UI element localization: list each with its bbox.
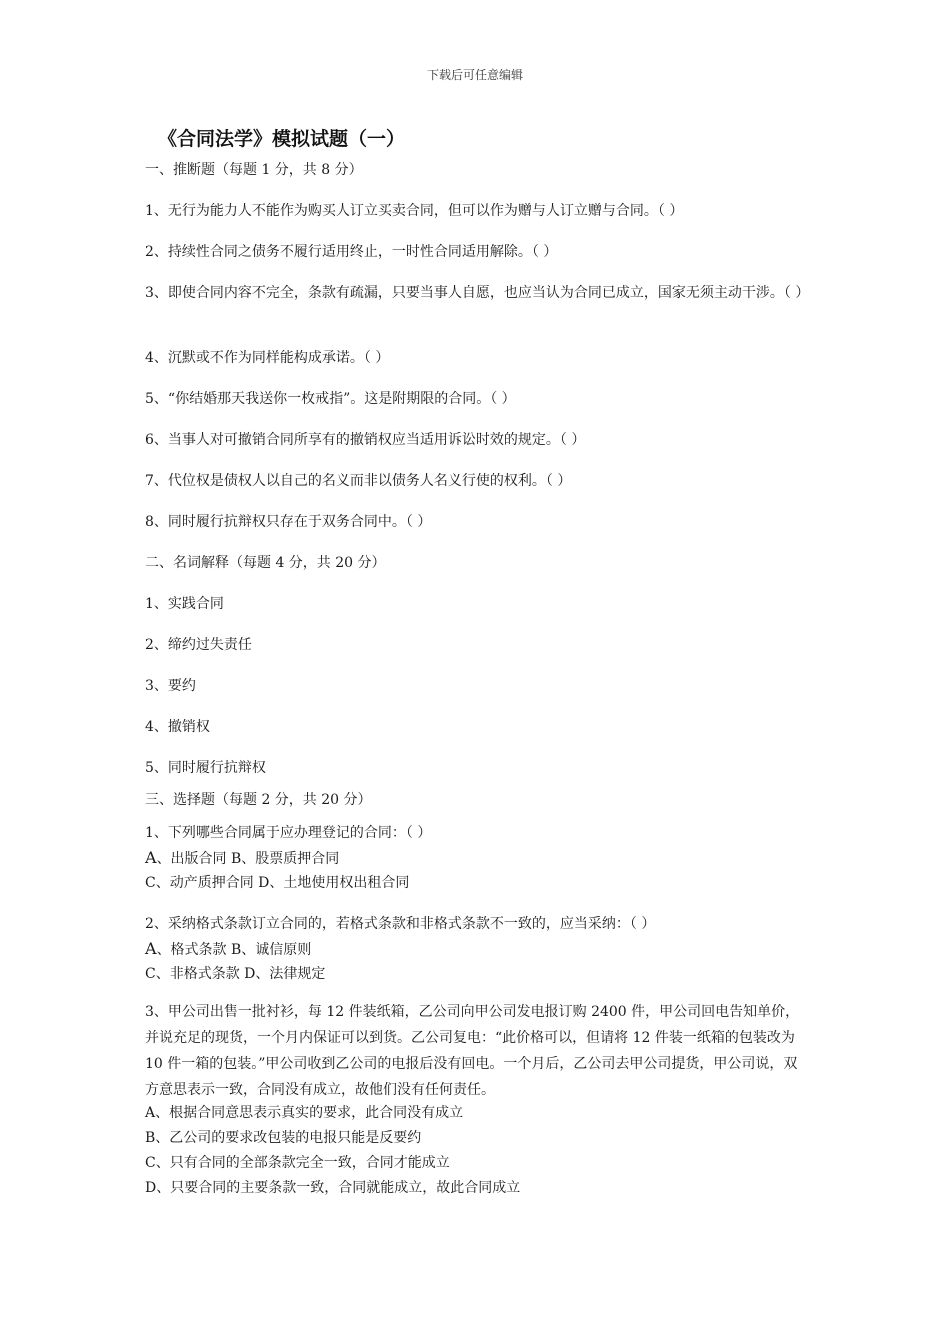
option-letter: A [145, 939, 157, 958]
page-header: 下载后可任意编辑 [426, 68, 523, 82]
judgment-item: 1、无行为能力人不能作为购买人订立买卖合同，但可以作为赠与人订立赠与合同。（ ） [145, 203, 684, 219]
choice-options-cd: C、非格式条款 D、法律规定 [145, 966, 326, 982]
document-title: 《合同法学》模拟试题（一） [158, 128, 406, 150]
judgment-item: 7、代位权是债权人以自己的名义而非以债务人名义行使的权利。（ ） [145, 473, 572, 489]
judgment-item: 4、沉默或不作为同样能构成承诺。（ ） [145, 350, 390, 366]
term-item: 3、要约 [145, 678, 196, 694]
option-text: 、出版合同 B、股票质押合同 [156, 851, 340, 867]
option-letter: A [145, 848, 157, 867]
judgment-item: 3、即使合同内容不完全，条款有疏漏，只要当事人自愿，也应当认为合同已成立，国家无须主动干涉。（ ） [145, 285, 810, 301]
section-heading-terms: 二、名词解释（每题 4 分，共 20 分） [145, 555, 386, 571]
choice-option: A、根据合同意思表示真实的要求，此合同没有成立 [145, 1105, 464, 1121]
choice-option: D、只要合同的主要条款一致，合同就能成立，故此合同成立 [145, 1180, 521, 1196]
choice-options-cd: C、动产质押合同 D、土地使用权出租合同 [145, 875, 410, 891]
section-heading-judgment: 一、推断题（每题 1 分，共 8 分） [145, 162, 363, 178]
choice-option: B、乙公司的要求改包装的电报只能是反要约 [145, 1130, 422, 1146]
term-item: 1、实践合同 [145, 596, 224, 612]
choice-options-ab [145, 939, 311, 960]
judgment-item: 8、同时履行抗辩权只存在于双务合同中。（ ） [145, 514, 432, 530]
section-heading-choice: 三、选择题（每题 2 分，共 20 分） [145, 792, 372, 808]
choice-question-case: 3、甲公司出售一批衬衫，每 12 件装纸箱，乙公司向甲公司发电报订购 2400 件，甲公司回电告知单价，并说充足的现货，一个月内保证可以到货。乙公司复电：“此价格可以，但请将 12 件装一纸箱的包装改为 10 件一箱的包装。”甲公司收到乙公司的电报后没有回电。一个月后，乙公司去甲公司提货，甲公司说，双方意思表示一致，合同没有成立，故他们没有任何责任。 [145, 1004, 800, 1098]
judgment-item: 2、持续性合同之债务不履行适用终止，一时性合同适用解除。（ ） [145, 244, 558, 260]
choice-question: 2、采纳格式条款订立合同的，若格式条款和非格式条款不一致的，应当采纳：（ ） [145, 916, 656, 932]
choice-option: C、只有合同的全部条款完全一致，合同才能成立 [145, 1155, 450, 1171]
choice-question: 1、下列哪些合同属于应办理登记的合同：（ ） [145, 825, 432, 841]
term-item: 5、同时履行抗辩权 [145, 760, 266, 776]
term-item: 2、缔约过失责任 [145, 637, 252, 653]
choice-options-ab [145, 848, 339, 869]
judgment-item: 5、“你结婚那天我送你一枚戒指”。这是附期限的合同。（ ） [145, 391, 516, 407]
term-item: 4、撤销权 [145, 719, 210, 735]
option-text: 、格式条款 B、诚信原则 [156, 942, 312, 958]
judgment-item: 6、当事人对可撤销合同所享有的撤销权应当适用诉讼时效的规定。（ ） [145, 432, 586, 448]
